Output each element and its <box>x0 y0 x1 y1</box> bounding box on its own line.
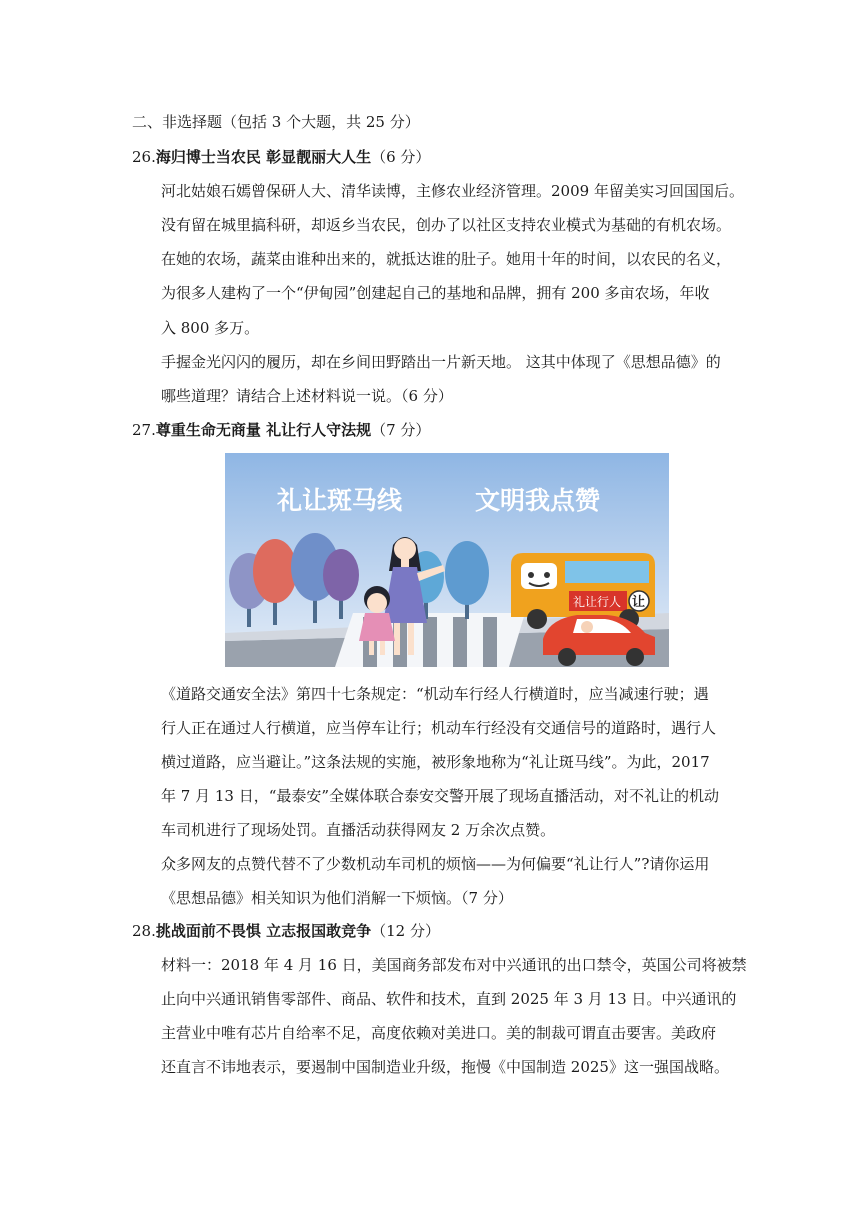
q26-line-1: 河北姑娘石嫣曾保研人大、清华读博，主修农业经济管理。2009 年留美实习回国国后。 <box>161 182 744 200</box>
q27-line-2: 行人正在通过人行横道，应当停车让行；机动车行经没有交通信号的道路时，遇行人 <box>161 719 717 737</box>
bus-sign: 礼让行人 <box>573 595 622 609</box>
question-26-points: （6 分） <box>371 148 431 166</box>
q27-line-6: 众多网友的点赞代替不了少数机动车司机的烦恼——为何偏要“礼让行人”?请你运用 <box>161 855 710 873</box>
q26-line-2: 没有留在城里搞科研，却返乡当农民，创办了以社区支持农业模式为基础的有机农场。 <box>161 216 732 234</box>
q28-line-1: 材料一：2018 年 4 月 16 日，美国商务部发布对中兴通讯的出口禁令，英国公司将被禁 <box>161 956 747 974</box>
question-27-header <box>132 420 430 440</box>
question-28-points: （12 分） <box>371 922 440 940</box>
question-27-number: 27. <box>132 421 156 439</box>
q26-line-4: 为很多人建构了一个“伊甸园”创建起自己的基地和品牌，拥有 200 多亩农场，年收 <box>161 284 710 302</box>
q28-line-2: 止向中兴通讯销售零部件、商品、软件和技术，直到 2025 年 3 月 13 日。中兴通讯的 <box>161 990 737 1008</box>
q27-line-4: 年 7 月 13 日，“最泰安”全媒体联合泰安交警开展了现场直播活动，对不礼让的机动 <box>161 787 720 805</box>
q28-line-4: 还直言不讳地表示，要遏制中国制造业升级，拖慢《中国制造 2025》这一强国战略。 <box>161 1058 729 1076</box>
zebra-crossing-poster <box>225 453 669 667</box>
bus-badge: 让 <box>632 595 646 610</box>
q27-line-7: 《思想品德》相关知识为他们消解一下烦恼。（7 分） <box>161 889 513 907</box>
question-28-number: 28. <box>132 922 156 940</box>
q26-line-3: 在她的农场，蔬菜由谁种出来的，就抵达谁的肚子。她用十年的时间，以农民的名义， <box>161 250 732 268</box>
q27-line-5: 车司机进行了现场处罚。直播活动获得网友 2 万余次点赞。 <box>161 821 556 839</box>
q26-line-7: 哪些道理？请结合上述材料说一说。（6 分） <box>161 387 453 405</box>
slogan-left: 礼让斑马线 <box>277 486 403 515</box>
slogan-right: 文明我点赞 <box>475 486 601 515</box>
q28-line-3: 主营业中唯有芯片自给率不足，高度依赖对美进口。美的制裁可谓直击要害。美政府 <box>161 1024 717 1042</box>
question-28-header <box>132 921 440 941</box>
question-26-header <box>132 147 430 167</box>
question-27-title: 尊重生命无商量 礼让行人守法规 <box>155 421 372 439</box>
question-26-title: 海归博士当农民 彰显靓丽大人生 <box>155 148 372 166</box>
q26-line-6: 手握金光闪闪的履历，却在乡间田野踏出一片新天地。 这其中体现了《思想品德》的 <box>161 353 721 371</box>
question-28-title: 挑战面前不畏惧 立志报国敢竞争 <box>155 922 372 940</box>
q27-line-3: 横过道路，应当避让。”这条法规的实施，被形象地称为“礼让斑马线”。为此，2017 <box>161 753 710 771</box>
question-26-number: 26. <box>132 148 156 166</box>
q27-line-1: 《道路交通安全法》第四十七条规定：“机动车行经人行横道时，应当减速行驶；遇 <box>161 685 709 703</box>
question-27-points: （7 分） <box>371 421 431 439</box>
section-heading: 二、非选择题（包括 3 个大题，共 25 分） <box>132 113 420 131</box>
q26-line-5: 入 800 多万。 <box>161 319 260 337</box>
